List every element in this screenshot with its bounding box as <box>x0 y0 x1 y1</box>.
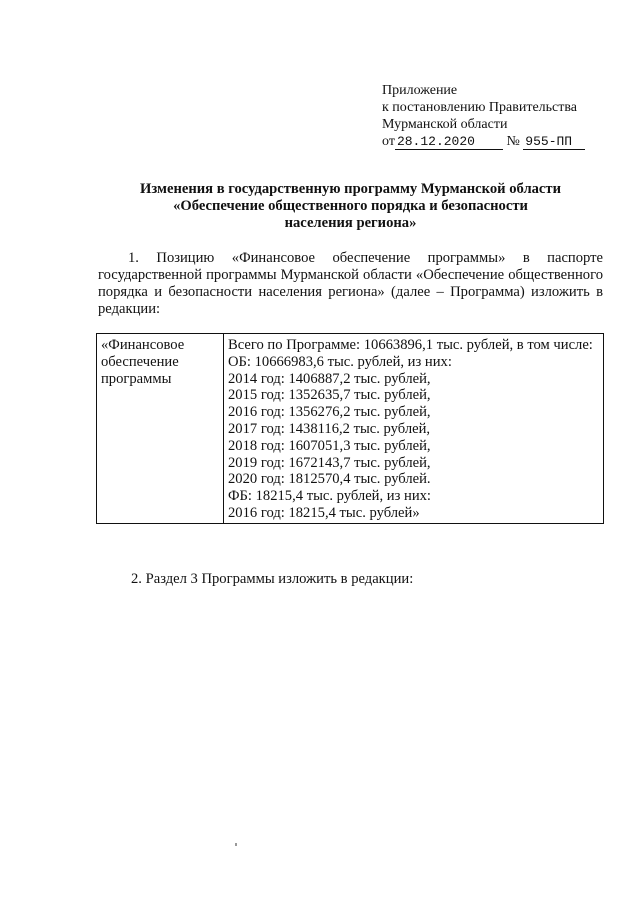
value-line: 2018 год: 1607051,3 тыс. рублей, <box>228 437 431 454</box>
value-line: ФБ: 18215,4 тыс. рублей, из них: <box>228 488 431 505</box>
value-line: 2019 год: 1672143,7 тыс. рублей, <box>228 454 431 471</box>
paragraph-2: 2. Раздел 3 Программы изложить в редакции: <box>131 571 414 587</box>
appendix-region-line: Мурманской области <box>382 117 508 132</box>
title-line-3: населения региона» <box>284 215 417 231</box>
paragraph-1: 1. Позицию «Финансовое обеспечение программы» в паспорте государственной программы Мурманской области «Обеспечение общественного порядка и безопасности населения региона» (далее – Программа) изложить в редакции: <box>98 250 603 317</box>
date-value: 28.12.2020 <box>395 134 503 150</box>
date-prefix: от <box>382 134 395 149</box>
financing-label-cell <box>97 334 224 524</box>
value-line: 2016 год: 1356276,2 тыс. рублей, <box>228 404 431 421</box>
financing-table <box>96 333 604 524</box>
label-line: «Финансовое <box>101 337 185 353</box>
appendix-label: Приложение <box>382 83 458 98</box>
financing-values-cell <box>224 334 604 524</box>
title-line-1: Изменения в государственную программу Мурманской области <box>140 181 561 197</box>
title-line-2: «Обеспечение общественного порядка и безопасности <box>173 198 528 214</box>
value-line: 2017 год: 1438116,2 тыс. рублей, <box>228 420 431 437</box>
appendix-date-number-line <box>382 133 585 150</box>
number-value: 955-ПП <box>523 134 585 150</box>
value-line: 2016 год: 18215,4 тыс. рублей» <box>228 504 420 521</box>
value-line: ОБ: 10666983,6 тыс. рублей, из них: <box>228 353 452 370</box>
scan-artifact <box>235 843 237 846</box>
label-line: программы <box>101 370 172 387</box>
number-prefix: № <box>506 134 520 149</box>
value-line: 2015 год: 1352635,7 тыс. рублей, <box>228 387 431 404</box>
value-line: Всего по Программе: 10663896,1 тыс. рублей, в том числе: <box>228 337 593 353</box>
document-title <box>98 181 603 232</box>
appendix-block <box>382 82 585 150</box>
label-line: обеспечение <box>101 353 179 370</box>
appendix-resolution-line: к постановлению Правительства <box>382 100 578 115</box>
value-line: 2014 год: 1406887,2 тыс. рублей, <box>228 370 431 387</box>
financing-row <box>97 334 604 524</box>
value-line: 2020 год: 1812570,4 тыс. рублей. <box>228 471 431 488</box>
